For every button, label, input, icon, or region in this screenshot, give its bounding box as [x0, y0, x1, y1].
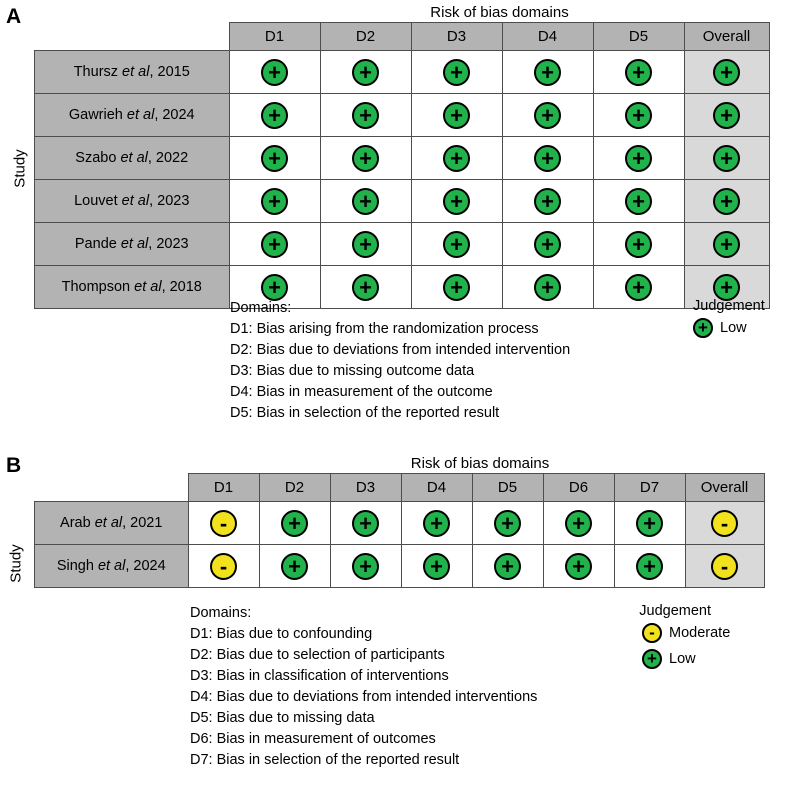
panel-b-judgement-cell	[472, 545, 543, 588]
panel-b-judgement-cell	[472, 502, 543, 545]
panel-b-domains-title: Domains:	[190, 605, 252, 621]
panel-a-judgement-cell	[593, 223, 684, 266]
panel-a-letter: A	[6, 5, 22, 28]
panel-b-overall-cell	[685, 545, 764, 588]
panel-b-judgement-cell	[330, 545, 401, 588]
low-risk-icon: +	[352, 188, 379, 215]
panel-b-judgement-cell	[259, 545, 330, 588]
low-risk-icon: +	[352, 274, 379, 301]
low-risk-icon: +	[423, 553, 450, 580]
panel-b-column-header-d7: D7	[614, 474, 685, 502]
panel-a-judgement-cell	[229, 180, 320, 223]
panel-b-study-label: Singh et al, 2024	[35, 545, 189, 588]
panel-b-domain-line: D3: Bias in classification of interventions	[190, 668, 449, 684]
table-row	[35, 94, 770, 137]
moderate-risk-icon: -	[210, 510, 237, 537]
low-risk-icon: +	[534, 231, 561, 258]
panel-b-study-label: Arab et al, 2021	[35, 502, 189, 545]
panel-b-column-header-d6: D6	[543, 474, 614, 502]
low-risk-icon: +	[636, 510, 663, 537]
low-risk-icon: +	[713, 59, 740, 86]
panel-a-study-label: Pande et al, 2023	[35, 223, 230, 266]
low-risk-icon: +	[281, 510, 308, 537]
panel-a-judgement-key-low	[693, 318, 765, 338]
panel-a-column-header-overall: Overall	[684, 23, 769, 51]
panel-a-judgement-cell	[502, 51, 593, 94]
low-risk-icon: +	[565, 510, 592, 537]
panel-a-judgement-cell	[502, 94, 593, 137]
panel-a-column-header-d2: D2	[320, 23, 411, 51]
low-risk-icon: +	[352, 102, 379, 129]
low-risk-icon: +	[534, 188, 561, 215]
table-row	[35, 180, 770, 223]
panel-a-judgement-cell	[502, 223, 593, 266]
panel-b-judgement-cell	[259, 502, 330, 545]
panel-a-judgement-cell	[411, 94, 502, 137]
panel-a-header-row	[35, 23, 770, 51]
panel-b-judgement-legend	[620, 603, 730, 675]
low-risk-icon: +	[713, 231, 740, 258]
panel-a-judgement-cell	[502, 180, 593, 223]
low-risk-icon: +	[443, 145, 470, 172]
panel-a-judgement-cell	[411, 223, 502, 266]
panel-a-study-label: Szabo et al, 2022	[35, 137, 230, 180]
panel-b-domain-line: D5: Bias due to missing data	[190, 710, 375, 726]
panel-b-domains-legend	[190, 603, 537, 771]
moderate-risk-icon: -	[711, 510, 738, 537]
moderate-risk-icon: -	[642, 623, 662, 643]
panel-a-table-corner	[35, 23, 230, 51]
panel-a-judgement-cell	[320, 51, 411, 94]
panel-a-risk-of-bias-title: Risk of bias domains	[430, 4, 569, 21]
panel-b-table-corner	[35, 474, 189, 502]
panel-a-judgement-cell	[411, 180, 502, 223]
low-risk-icon: +	[494, 553, 521, 580]
low-risk-icon: +	[352, 231, 379, 258]
panel-a-judgement-cell	[411, 51, 502, 94]
panel-a-judgement-cell	[502, 137, 593, 180]
low-risk-icon: +	[352, 553, 379, 580]
panel-a-judgement-cell	[593, 137, 684, 180]
panel-b-judgement-key-moderate	[642, 623, 730, 643]
panel-a-study-axis-label: Study	[11, 149, 29, 188]
panel-b-column-header-d5: D5	[472, 474, 543, 502]
low-risk-icon: +	[565, 553, 592, 580]
panel-b-judgement-cell	[543, 502, 614, 545]
panel-b-risk-of-bias-table	[34, 473, 765, 588]
panel-a-judgement-cell	[411, 137, 502, 180]
low-risk-icon: +	[494, 510, 521, 537]
panel-b-judgement-title: Judgement	[639, 603, 711, 619]
panel-a-judgement-legend	[693, 298, 765, 344]
panel-a-domain-line: D4: Bias in measurement of the outcome	[230, 384, 493, 400]
panel-a-judgement-cell	[229, 51, 320, 94]
low-risk-icon: +	[636, 553, 663, 580]
low-risk-icon: +	[713, 145, 740, 172]
panel-a-judgement-cell	[593, 180, 684, 223]
panel-a-domain-line: D5: Bias in selection of the reported result	[230, 405, 500, 421]
low-risk-icon: +	[443, 59, 470, 86]
panel-a-judgement-cell	[320, 94, 411, 137]
low-risk-icon: +	[261, 59, 288, 86]
panel-a-overall-cell	[684, 223, 769, 266]
panel-a-study-label: Thompson et al, 2018	[35, 266, 230, 309]
low-risk-icon: +	[693, 318, 713, 338]
panel-a-study-label: Gawrieh et al, 2024	[35, 94, 230, 137]
panel-b-judgement-cell	[188, 545, 259, 588]
low-risk-icon: +	[352, 145, 379, 172]
panel-a-overall-cell	[684, 180, 769, 223]
low-risk-icon: +	[625, 59, 652, 86]
panel-a-judgement-cell	[593, 51, 684, 94]
panel-a-domains-legend	[230, 298, 570, 424]
panel-a-column-header-d5: D5	[593, 23, 684, 51]
low-risk-icon: +	[713, 102, 740, 129]
low-risk-icon: +	[625, 188, 652, 215]
low-risk-icon: +	[261, 188, 288, 215]
panel-a-judgement-cell	[593, 266, 684, 309]
panel-b-judgement-cell	[401, 545, 472, 588]
low-risk-icon: +	[534, 145, 561, 172]
panel-b-judgement-cell	[330, 502, 401, 545]
low-risk-icon: +	[261, 102, 288, 129]
panel-a-overall-cell	[684, 51, 769, 94]
panel-b-column-header-d4: D4	[401, 474, 472, 502]
panel-b-header-row	[35, 474, 765, 502]
panel-a-judgement-key-label: Low	[720, 320, 747, 336]
panel-b-domain-line: D7: Bias in selection of the reported result	[190, 752, 460, 768]
panel-b-column-header-overall: Overall	[685, 474, 764, 502]
low-risk-icon: +	[534, 102, 561, 129]
panel-a-column-header-d1: D1	[229, 23, 320, 51]
panel-b-column-header-d1: D1	[188, 474, 259, 502]
moderate-risk-icon: -	[711, 553, 738, 580]
low-risk-icon: +	[443, 231, 470, 258]
low-risk-icon: +	[713, 188, 740, 215]
panel-b-domain-line: D6: Bias in measurement of outcomes	[190, 731, 436, 747]
panel-a-judgement-title: Judgement	[693, 298, 765, 314]
panel-a-risk-of-bias-table	[34, 22, 770, 309]
low-risk-icon: +	[281, 553, 308, 580]
low-risk-icon: +	[261, 274, 288, 301]
low-risk-icon: +	[443, 274, 470, 301]
panel-a-judgement-cell	[320, 180, 411, 223]
panel-b-study-axis-label: Study	[7, 544, 25, 583]
panel-a-domain-line: D1: Bias arising from the randomization process	[230, 321, 539, 337]
table-row	[35, 137, 770, 180]
panel-a-overall-cell	[684, 94, 769, 137]
table-row	[35, 51, 770, 94]
panel-a-domains-title: Domains:	[230, 300, 292, 316]
panel-b-column-header-d2: D2	[259, 474, 330, 502]
panel-a-study-label: Louvet et al, 2023	[35, 180, 230, 223]
panel-b-judgement-cell	[614, 545, 685, 588]
panel-a-column-header-d3: D3	[411, 23, 502, 51]
table-row	[35, 502, 765, 545]
panel-a-column-header-d4: D4	[502, 23, 593, 51]
low-risk-icon: +	[625, 231, 652, 258]
panel-b-judgement-key-label: Moderate	[669, 625, 731, 641]
panel-a-overall-cell	[684, 137, 769, 180]
panel-a-judgement-cell	[229, 94, 320, 137]
table-row	[35, 545, 765, 588]
low-risk-icon: +	[625, 102, 652, 129]
panel-a-judgement-cell	[320, 223, 411, 266]
panel-b-letter: B	[6, 454, 22, 477]
low-risk-icon: +	[423, 510, 450, 537]
low-risk-icon: +	[443, 102, 470, 129]
low-risk-icon: +	[534, 59, 561, 86]
low-risk-icon: +	[261, 231, 288, 258]
panel-a-domain-line: D2: Bias due to deviations from intended intervention	[230, 342, 571, 358]
panel-b-overall-cell	[685, 502, 764, 545]
panel-b-judgement-key-low	[642, 649, 730, 669]
panel-a-judgement-cell	[593, 94, 684, 137]
panel-a-study-label: Thursz et al, 2015	[35, 51, 230, 94]
low-risk-icon: +	[352, 510, 379, 537]
low-risk-icon: +	[443, 188, 470, 215]
low-risk-icon: +	[713, 274, 740, 301]
panel-b-risk-of-bias-title: Risk of bias domains	[410, 455, 550, 472]
panel-b-judgement-cell	[401, 502, 472, 545]
table-row	[35, 223, 770, 266]
low-risk-icon: +	[534, 274, 561, 301]
panel-b-judgement-cell	[614, 502, 685, 545]
panel-b-judgement-key-label: Low	[669, 651, 696, 667]
panel-b-column-header-d3: D3	[330, 474, 401, 502]
panel-b-judgement-cell	[543, 545, 614, 588]
low-risk-icon: +	[642, 649, 662, 669]
panel-a-judgement-cell	[229, 223, 320, 266]
low-risk-icon: +	[352, 59, 379, 86]
panel-a-judgement-cell	[320, 137, 411, 180]
moderate-risk-icon: -	[210, 553, 237, 580]
panel-b-domain-line: D4: Bias due to deviations from intended interventions	[190, 689, 538, 705]
panel-b-domain-line: D2: Bias due to selection of participants	[190, 647, 445, 663]
panel-a-judgement-cell	[229, 137, 320, 180]
panel-b-domain-line: D1: Bias due to confounding	[190, 626, 373, 642]
panel-a-domain-line: D3: Bias due to missing outcome data	[230, 363, 475, 379]
panel-b-judgement-cell	[188, 502, 259, 545]
low-risk-icon: +	[625, 274, 652, 301]
low-risk-icon: +	[625, 145, 652, 172]
low-risk-icon: +	[261, 145, 288, 172]
